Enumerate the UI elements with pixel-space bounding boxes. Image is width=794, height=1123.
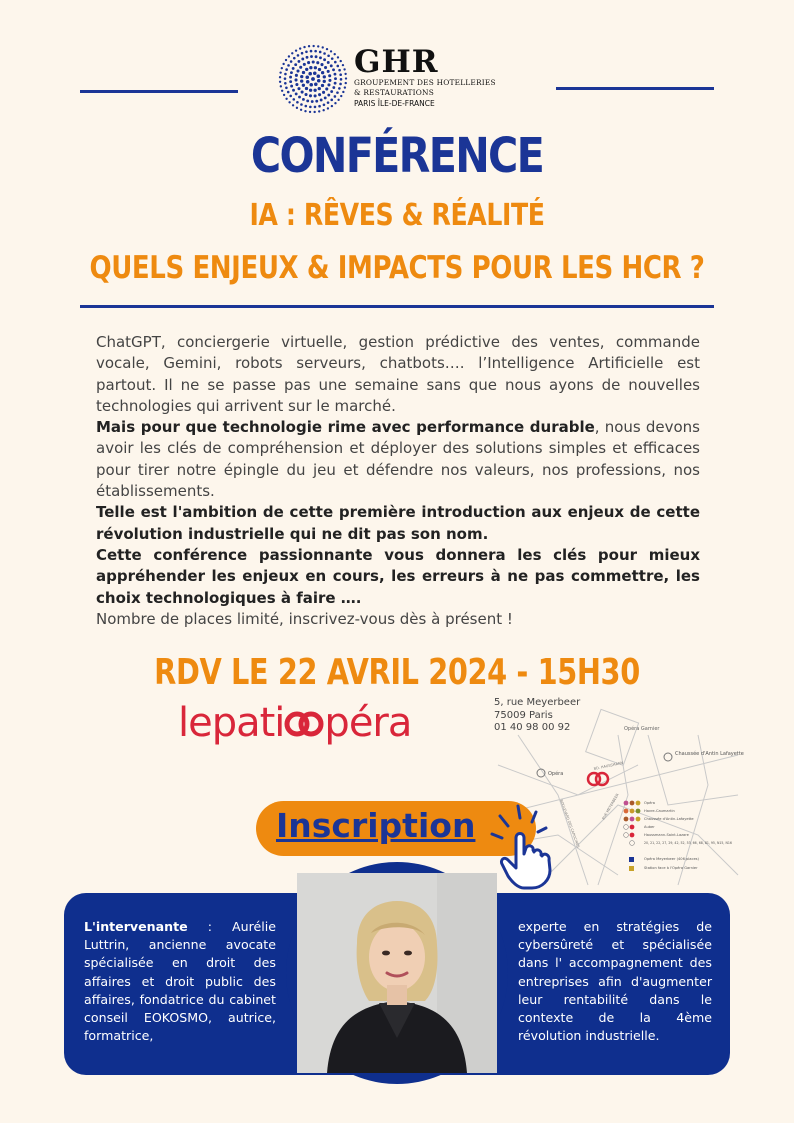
- logo-dot: [309, 89, 312, 92]
- logo-dot: [290, 85, 293, 88]
- logo-dot: [316, 61, 319, 64]
- logo-dot: [334, 82, 337, 85]
- logo-dot: [338, 69, 341, 72]
- logo-dot: [328, 74, 331, 77]
- ghr-logo-mark: [278, 44, 348, 114]
- conference-subtitle-2: QUELS ENJEUX & IMPACTS POUR LES HCR ?: [89, 250, 705, 286]
- logo-dot: [339, 83, 342, 86]
- logo-dot: [291, 52, 293, 54]
- logo-dot: [307, 61, 310, 64]
- logo-dot: [320, 99, 323, 102]
- logo-dot: [305, 75, 309, 79]
- logo-dot: [322, 91, 325, 94]
- logo-dot: [298, 96, 301, 99]
- logo-dot: [312, 45, 314, 47]
- logo-dot: [338, 87, 341, 90]
- logo-dot: [279, 76, 281, 78]
- ghr-logo-text: [354, 46, 524, 109]
- venue-logo: [178, 700, 411, 746]
- logo-dot: [287, 64, 290, 67]
- logo-dot: [292, 98, 295, 101]
- logo-dot: [328, 79, 331, 82]
- logo-dot: [342, 91, 344, 93]
- speaker-bio-left-text: : Aurélie Luttrin, ancienne avocate spécialisée en droit des affaires et droit public des affaires, fondatrice du cabinet conseil EOKOSMO, autrice, formatrice,: [84, 919, 276, 1044]
- logo-dot: [345, 77, 347, 79]
- logo-dot: [314, 94, 317, 97]
- logo-dot: [309, 94, 312, 97]
- address-city: 75009 Paris: [494, 709, 553, 721]
- logo-dot: [337, 56, 339, 58]
- logo-dot: [284, 73, 287, 76]
- logo-dot: [323, 58, 326, 61]
- logo-dot: [296, 69, 299, 72]
- logo-dot: [300, 103, 303, 106]
- logo-dot: [312, 60, 315, 63]
- logo-dot: [330, 99, 333, 102]
- logo-dot: [295, 49, 297, 51]
- logo-dot: [306, 56, 309, 59]
- logo-dot: [340, 78, 343, 81]
- logo-dot: [302, 71, 305, 74]
- intro-paragraph-4-bold: Cette conférence passionnante vous donnera les clés pour mieux appréhender les enjeux en cours, les erreurs à ne pas commettre, les choix technologiques à faire ….: [96, 545, 700, 607]
- logo-dot: [311, 100, 314, 103]
- logo-dot: [295, 93, 298, 96]
- logo-dot: [327, 107, 329, 109]
- logo-dot: [323, 103, 326, 106]
- logo-dot: [319, 56, 322, 59]
- header-rule-left: [80, 90, 238, 93]
- logo-dot: [327, 70, 330, 73]
- conference-subtitle-1: IA : RÊVES & RÉALITÉ: [249, 198, 545, 233]
- logo-dot: [318, 87, 321, 90]
- logo-dot: [340, 95, 342, 97]
- logo-dot: [305, 50, 308, 53]
- logo-dot: [292, 67, 295, 70]
- logo-dot: [327, 94, 330, 97]
- logo-dot: [313, 111, 315, 113]
- logo-dot: [323, 80, 326, 83]
- logo-dot: [339, 73, 342, 76]
- logo-dot: [306, 99, 309, 102]
- logo-dot: [318, 93, 321, 96]
- inscription-button-label: Inscription: [276, 806, 476, 845]
- logo-dot: [308, 45, 310, 47]
- logo-dot: [289, 95, 292, 98]
- intro-paragraph-4: [96, 545, 700, 609]
- logo-dot: [324, 66, 327, 69]
- logo-dot: [280, 85, 282, 87]
- logo-dot: [301, 91, 304, 94]
- logo-dot: [297, 54, 300, 57]
- logo-dot: [323, 75, 326, 78]
- logo-dot: [299, 47, 301, 49]
- logo-dot: [295, 74, 298, 77]
- legend-item: Havre-Caumartin: [644, 809, 675, 813]
- logo-dot: [302, 84, 305, 87]
- logo-dot: [295, 83, 298, 86]
- logo-dot: [303, 63, 306, 66]
- logo-dot: [318, 68, 321, 71]
- logo-dot: [342, 64, 344, 66]
- logo-dot: [334, 95, 337, 98]
- logo-dot: [306, 80, 310, 84]
- logo-dot: [314, 50, 317, 53]
- intro-text: [96, 332, 700, 630]
- map-label-chaussee: [675, 750, 744, 757]
- logo-dot: [336, 65, 339, 68]
- logo-dot: [309, 83, 313, 87]
- logo-dot: [285, 98, 287, 100]
- logo-dot: [327, 54, 330, 57]
- intro-paragraph-3-bold: Telle est l'ambition de cette première introduction aux enjeux de cette révolution industrielle qui ne dit pas son nom.: [96, 503, 700, 543]
- logo-dot: [334, 73, 337, 76]
- logo-dot: [299, 66, 302, 69]
- logo-dot: [321, 84, 324, 87]
- logo-dot: [305, 93, 308, 96]
- legend-item: Chaussée d'Antin-Lafayette: [644, 817, 694, 821]
- event-date: RDV LE 22 AVRIL 2024 - 15H30: [154, 652, 640, 693]
- logo-dot: [301, 58, 304, 61]
- logo-dot: [281, 67, 283, 69]
- intro-paragraph-2-bold: Mais pour que technologie rime avec performance durable: [96, 418, 595, 437]
- logo-dot: [322, 109, 324, 111]
- logo-dot: [334, 53, 336, 55]
- logo-dot: [305, 68, 308, 71]
- logo-dot: [300, 75, 303, 78]
- logo-dot: [332, 68, 335, 71]
- logo-dot: [294, 78, 297, 81]
- logo-dot: [330, 90, 333, 93]
- legend-badges: [624, 801, 641, 871]
- venue-pin-icon: [588, 773, 608, 785]
- logo-dot: [292, 89, 295, 92]
- logo-dot: [285, 86, 288, 89]
- logo-dot: [321, 71, 324, 74]
- intro-paragraph-2-rest: , nous devons avoir les clés de compréhension et déployer des solutions simples et efficaces pour tirer notre épingle du jeu et défendre nos valeurs, nos professions, nos établissements.: [96, 418, 701, 501]
- intro-paragraph-5: Nombre de places limité, inscrivez-vous dès à présent !: [96, 609, 513, 628]
- logo-dot: [317, 45, 319, 47]
- logo-dot: [336, 91, 339, 94]
- logo-dot: [345, 82, 347, 84]
- logo-dot: [317, 74, 321, 78]
- logo-dot: [290, 71, 293, 74]
- speaker-bio-left: [84, 918, 276, 1045]
- brand-line-2: & RESTAURATIONS: [354, 88, 434, 97]
- venue-logo-rings-icon: [284, 703, 324, 733]
- title-divider: [80, 305, 714, 308]
- logo-dot: [284, 77, 287, 80]
- logo-dot: [343, 68, 345, 70]
- map-label-meyerbeer: RUE MEYERBEER: [601, 792, 620, 821]
- logo-dot: [318, 105, 321, 108]
- logo-dot: [303, 46, 305, 48]
- legend-item: Opéra: [644, 801, 656, 805]
- map-label-chaussee-text: Chaussée d'Antin Lafayette: [675, 751, 744, 757]
- logo-dot: [318, 110, 320, 112]
- logo-dot: [323, 52, 326, 55]
- logo-dot: [309, 106, 312, 109]
- intro-paragraph-1: ChatGPT, conciergerie virtuelle, gestion prédictive des ventes, commande vocale, Gemini, robots serveurs, chatbots…. l’Intelligence Artificielle est partout. Il ne se passe pas une semaine sans que nous ayons de nouvelles technologies qui arrivent sur le marché.: [96, 333, 700, 415]
- logo-dot: [315, 55, 318, 58]
- logo-dot: [326, 48, 328, 50]
- logo-dot: [290, 60, 293, 63]
- logo-dot: [344, 86, 346, 88]
- logo-dot: [281, 90, 283, 92]
- logo-dot: [284, 82, 287, 85]
- logo-dot: [304, 110, 306, 112]
- map-label-opera-garnier: Opéra Garnier: [624, 726, 660, 732]
- logo-dot: [327, 61, 330, 64]
- map-label-opera: Opéra: [548, 771, 564, 777]
- map-legend: [644, 801, 732, 870]
- legend-item: [644, 841, 732, 845]
- logo-dot: [309, 111, 311, 113]
- logo-dot: [310, 55, 313, 58]
- logo-dot: [279, 71, 281, 73]
- logo-dot: [298, 60, 301, 63]
- intro-paragraph-2: [96, 417, 700, 502]
- logo-dot: [294, 63, 297, 66]
- logo-dot: [301, 52, 304, 55]
- logo-dot: [296, 107, 298, 109]
- logo-dot: [287, 91, 290, 94]
- logo-dot: [327, 101, 330, 104]
- logo-dot: [340, 60, 342, 62]
- brand-line-3: PARIS ÎLE-DE-FRANCE: [354, 99, 435, 108]
- map-label-haussmann: BD. HAUSSMANN: [593, 760, 624, 771]
- legend-item: Auber: [644, 825, 655, 829]
- logo-dot: [314, 106, 317, 109]
- logo-dot: [320, 63, 323, 66]
- address-street: 5, rue Meyerbeer: [494, 697, 581, 708]
- logo-dot: [334, 77, 337, 80]
- logo-dot: [319, 51, 322, 54]
- brand-line-1: GROUPEMENT DES HOTELLERIES: [354, 78, 496, 87]
- logo-dot: [297, 87, 300, 90]
- logo-dot: [300, 79, 303, 82]
- logo-dot: [331, 57, 334, 60]
- logo-dot: [334, 102, 336, 104]
- intro-paragraph-3: [96, 502, 700, 545]
- logo-dot: [332, 86, 335, 89]
- logo-dot: [314, 83, 318, 87]
- address-phone: 01 40 98 00 92: [494, 722, 571, 733]
- logo-dot: [313, 89, 316, 92]
- logo-dot: [325, 87, 328, 90]
- logo-dot: [296, 101, 299, 104]
- logo-dot: [331, 105, 333, 107]
- brand-name: GHR: [354, 44, 439, 80]
- logo-dot: [324, 96, 327, 99]
- logo-dot: [330, 50, 332, 52]
- legend-item: Opéra Meyerbeer (406 places): [644, 857, 699, 861]
- legend-bus-line: 20, 21, 22, 27, 29, 42, 52, 53, 66, 68, 81, 95, N15, N16: [644, 841, 732, 845]
- logo-dot: [305, 87, 308, 90]
- logo-dot: [327, 83, 330, 86]
- logo-dot: [317, 79, 321, 83]
- logo-dot: [308, 72, 312, 76]
- logo-dot: [337, 99, 339, 101]
- logo-dot: [279, 81, 281, 83]
- speaker-bio-right: experte en stratégies de cybersûreté et spécialisée dans l' accompagnement des entreprises afin d'augmenter leur rentabilité dans le contexte de la 4ème révolution industrielle.: [518, 919, 712, 1044]
- metro-icon-chaussee: [664, 753, 672, 761]
- logo-dot: [283, 94, 285, 96]
- legend-item: Station face à l'Opéra Garnier: [644, 866, 698, 870]
- venue-logo-part-1: lepati: [178, 700, 285, 746]
- venue-logo-part-2: péra: [324, 700, 412, 746]
- logo-dot: [311, 77, 315, 81]
- header-rule-right: [556, 87, 714, 90]
- logo-dot: [330, 64, 333, 67]
- logo-dot: [314, 66, 317, 69]
- speaker-photo: [297, 873, 497, 1073]
- conference-title: CONFÉRENCE: [250, 128, 544, 184]
- logo-dot: [302, 98, 305, 101]
- logo-dot: [310, 50, 313, 53]
- logo-dot: [315, 100, 318, 103]
- logo-dot: [334, 61, 337, 64]
- logo-dot: [344, 73, 346, 75]
- logo-dot: [285, 68, 288, 71]
- logo-dot: [305, 105, 308, 108]
- logo-dot: [288, 101, 290, 103]
- venue-address: [494, 697, 580, 735]
- logo-dot: [285, 59, 287, 61]
- logo-dot: [309, 66, 312, 69]
- logo-dot: [289, 80, 292, 83]
- logo-dot: [289, 76, 292, 79]
- logo-dot: [282, 63, 284, 65]
- logo-dot: [313, 71, 317, 75]
- logo-dot: [300, 109, 302, 111]
- legend-item: Haussmann-Saint-Lazare: [644, 833, 689, 837]
- logo-dot: [288, 55, 290, 57]
- map-label-capucines: BOULEVARD DES CAPUCINES: [559, 798, 581, 849]
- speaker-intro-label: L'intervenante: [84, 919, 188, 934]
- logo-dot: [292, 104, 294, 106]
- logo-dot: [322, 46, 324, 48]
- logo-dot: [293, 57, 296, 60]
